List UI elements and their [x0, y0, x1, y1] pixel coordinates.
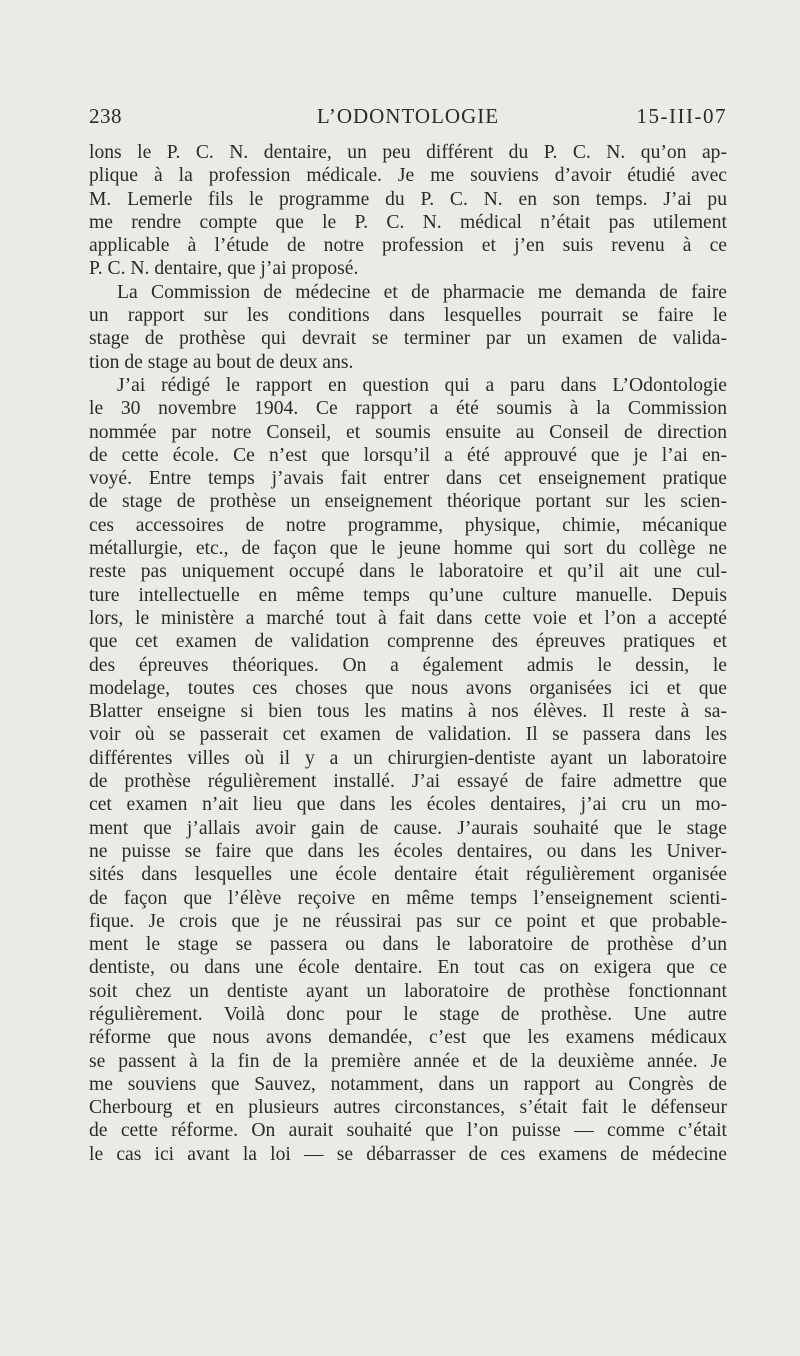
- text-line: M. Lemerle fils le programme du P. C. N. en son temps. J’ai pu: [89, 188, 727, 210]
- paragraph: [89, 374, 727, 1166]
- text-line: dentiste, ou dans une école dentaire. En tout cas on exigera que ce: [89, 957, 727, 979]
- text-line: le 30 novembre 1904. Ce rapport a été soumis à la Commission: [89, 398, 727, 420]
- text-line: ment que j’allais avoir gain de cause. J’aurais souhaité que le stage: [89, 817, 727, 839]
- text-line: lors, le ministère a marché tout à fait dans cette voie et l’on a accepté: [89, 607, 727, 629]
- text-line: applicable à l’étude de notre profession et j’en suis revenu à ce: [89, 235, 727, 257]
- text-line: de cette école. Ce n’est que lorsqu’il a été approuvé que je l’ai en-: [89, 444, 727, 466]
- text-line: plique à la profession médicale. Je me souviens d’avoir étudié avec: [89, 165, 727, 187]
- text-line: tion de stage au bout de deux ans.: [89, 351, 354, 373]
- text-line: de stage de prothèse un enseignement théorique portant sur les scien-: [89, 491, 727, 513]
- text-line: ture intellectuelle en même temps qu’une culture manuelle. Depuis: [89, 584, 727, 606]
- page-number: 238: [89, 104, 122, 128]
- text-line: sités dans lesquelles une école dentaire était régulièrement organisée: [89, 864, 727, 886]
- text-line: reste pas uniquement occupé dans le laboratoire et qu’il ait une cul-: [89, 561, 727, 583]
- text-line: Blatter enseigne si bien tous les matins à nos élèves. Il reste à sa-: [89, 701, 727, 723]
- text-line: modelage, toutes ces choses que nous avons organisées ici et que: [89, 677, 727, 699]
- text-line: de cette réforme. On aurait souhaité que l’on puisse — comme c’était: [89, 1120, 727, 1142]
- text-line: J’ai rédigé le rapport en question qui a paru dans L’Odontologie: [117, 374, 727, 396]
- text-line: La Commission de médecine et de pharmacie me demanda de faire: [117, 281, 727, 303]
- text-line: de prothèse régulièrement installé. J’ai essayé de faire admettre que: [89, 771, 727, 793]
- text-line: que cet examen de validation comprenne des épreuves pratiques et: [89, 631, 727, 653]
- text-line: réforme que nous avons demandée, c’est que les examens médicaux: [89, 1027, 727, 1049]
- text-line: lons le P. C. N. dentaire, un peu différent du P. C. N. qu’on ap-: [89, 142, 727, 163]
- text-line: me rendre compte que le P. C. N. médical n’était pas utilement: [89, 211, 727, 233]
- text-line: des épreuves théoriques. On a également admis le dessin, le: [89, 654, 727, 676]
- text-line: voir où se passerait cet examen de validation. Il se passera dans les: [89, 724, 727, 746]
- text-line: P. C. N. dentaire, que j’ai proposé.: [89, 258, 359, 280]
- text-line: nommée par notre Conseil, et soumis ensuite au Conseil de direction: [89, 421, 727, 443]
- paragraph: [89, 281, 727, 374]
- paragraph: [89, 141, 727, 281]
- text-line: régulièrement. Voilà donc pour le stage de prothèse. Une autre: [89, 1003, 727, 1025]
- text-line: métallurgie, etc., de façon que le jeune homme qui sort du collège ne: [89, 538, 727, 560]
- text-line: Cherbourg et en plusieurs autres circonstances, s’était fait le défenseur: [89, 1097, 727, 1119]
- body-text: [89, 141, 727, 1166]
- text-line: me souviens que Sauvez, notamment, dans un rapport au Congrès de: [89, 1073, 727, 1095]
- text-line: voyé. Entre temps j’avais fait entrer dans cet enseignement pratique: [89, 468, 727, 490]
- text-line: ces accessoires de notre programme, physique, chimie, mécanique: [89, 514, 727, 536]
- running-header: [89, 104, 727, 132]
- text-line: le cas ici avant la loi — se débarrasser de ces examens de médecine: [89, 1143, 727, 1165]
- journal-title: L’ODONTOLOGIE: [316, 104, 500, 128]
- issue-date: 15-III-07: [636, 104, 727, 128]
- text-line: soit chez un dentiste ayant un laboratoire de prothèse fonctionnant: [89, 980, 727, 1002]
- text-line: ne puisse se faire que dans les écoles dentaires, ou dans les Univer-: [89, 840, 727, 862]
- text-line: se passent à la fin de la première année et de la deuxième année. Je: [89, 1050, 727, 1072]
- text-line: cet examen n’ait lieu que dans les écoles dentaires, j’ai cru un mo-: [89, 794, 727, 816]
- text-line: fique. Je crois que je ne réussirai pas sur ce point et que probable-: [89, 910, 727, 932]
- text-line: stage de prothèse qui devrait se terminer par un examen de valida-: [89, 328, 727, 350]
- text-line: ment le stage se passera ou dans le laboratoire de prothèse d’un: [89, 934, 727, 956]
- text-line: de façon que l’élève reçoive en même temps l’enseignement scienti-: [89, 887, 727, 909]
- text-line: un rapport sur les conditions dans lesquelles pourrait se faire le: [89, 305, 727, 327]
- text-line: différentes villes où il y a un chirurgien-dentiste ayant un laboratoire: [89, 747, 727, 769]
